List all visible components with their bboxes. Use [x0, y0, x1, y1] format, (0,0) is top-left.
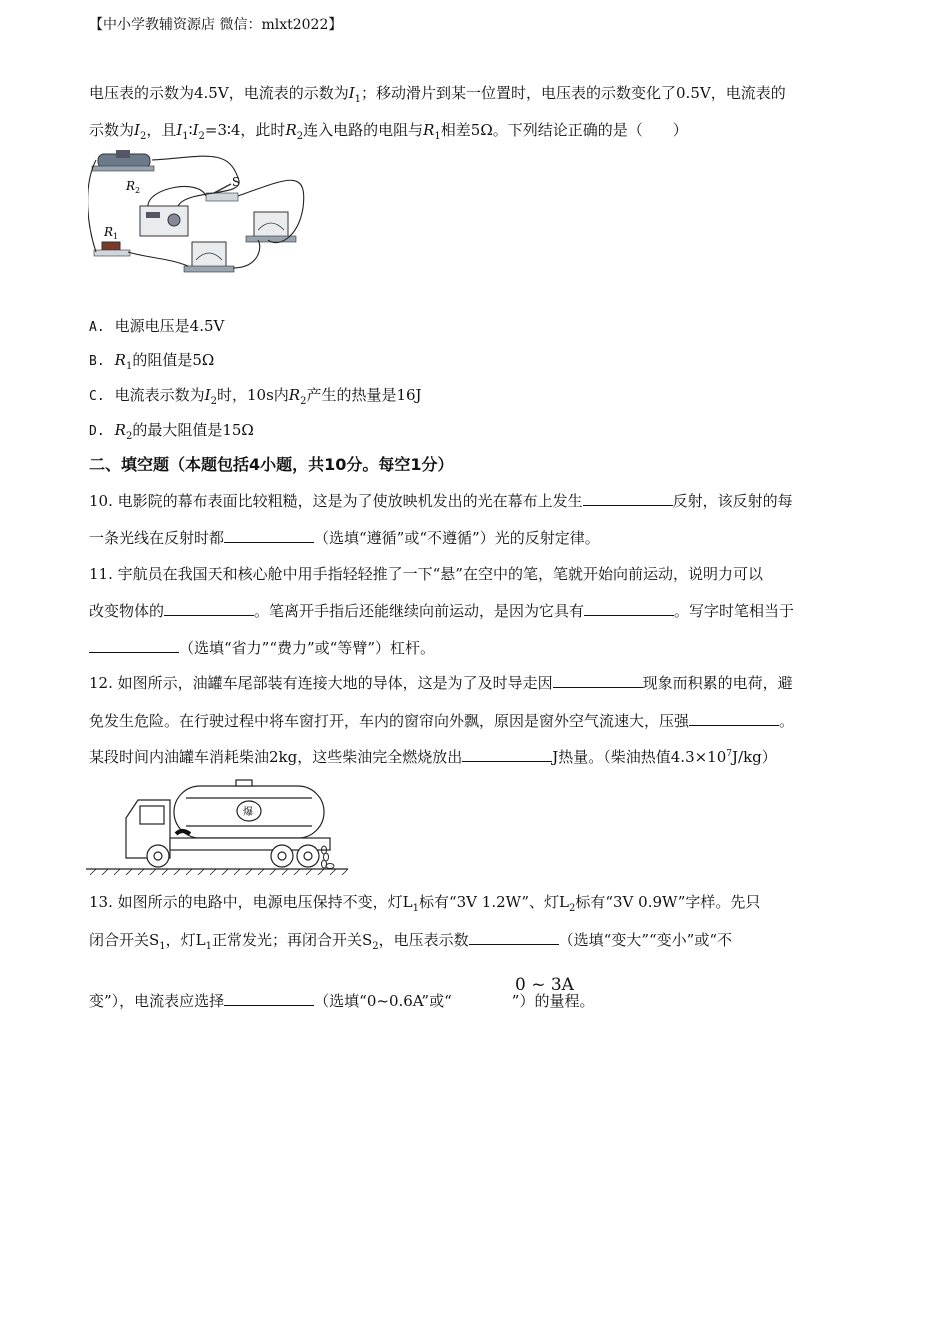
- q13-line-1: 13. 如图所示的电路中，电源电压保持不变，灯$L_1$标有“3V 1.2W”、灯$L_2$标有“3V 0.9W”字样。先只: [89, 893, 761, 914]
- tank-label: 爆: [243, 807, 253, 818]
- q13-blank-2[interactable]: [224, 991, 314, 1006]
- switch-s: [206, 193, 238, 201]
- q11-blank-2[interactable]: [584, 601, 674, 616]
- svg-text:2: 2: [135, 186, 141, 195]
- q10-line-2: 一条光线在反射时都 （选填“遵循”或“不遵循”）光的反射定律。: [89, 529, 600, 547]
- q13-line-2: 闭合开关$S_1$，灯$L_1$正常发光；再闭合开关$S_2$，电压表示数 （选填“变大”“变小”或“不: [89, 931, 733, 952]
- q13-line-3: 变”），电流表应选择 （选填“0~0.6A”或“ ”）的量程。: [89, 992, 595, 1010]
- label-r2: R: [126, 179, 136, 193]
- ammeter: [192, 242, 226, 268]
- q12-line-1: 12. 如图所示，油罐车尾部装有连接大地的导体，这是为了及时导走因 现象而积累的电荷，避: [89, 674, 793, 692]
- q9-option-b: B. $R_1$的阻值是5Ω: [89, 351, 215, 372]
- q11-line-3: （选填“省力”“费力”或“等臂”）杠杆。: [89, 637, 435, 658]
- q13-blank-1[interactable]: [469, 930, 559, 945]
- q12-blank-3[interactable]: [462, 747, 552, 762]
- q12-blank-2[interactable]: [689, 711, 779, 726]
- section-title: 二、填空题（本题包括4小题，共10分。每空1分）: [89, 455, 454, 474]
- label-r1: R: [104, 225, 114, 239]
- q12-blank-1[interactable]: [553, 673, 643, 688]
- q9-option-a: A. 电源电压是4.5V: [89, 317, 225, 335]
- q10-blank-1[interactable]: [583, 491, 673, 506]
- resistor-r1: [102, 242, 120, 250]
- svg-text:1: 1: [113, 232, 119, 241]
- q10-line-1: 10. 电影院的幕布表面比较粗糙，这是为了使放映机发出的光在幕布上发生 反射，该反射的每: [89, 492, 793, 510]
- circuit-figure: [88, 148, 318, 280]
- voltmeter: [254, 212, 288, 238]
- watermark-header: 【中小学教辅资源店 微信：mlxt2022】: [89, 17, 343, 33]
- q12-line-2: 免发生危险。在行驶过程中将车窗打开，车内的窗帘向外飘，原因是窗外空气流速大，压强 。: [89, 712, 795, 730]
- q11-blank-1[interactable]: [164, 601, 254, 616]
- power-supply: [140, 206, 188, 236]
- q11-line-2: 改变物体的 。笔离开手指后还能继续向前运动，是因为它具有 。写字时笔相当于: [89, 602, 795, 620]
- q10-blank-2[interactable]: [224, 528, 314, 543]
- tanker-truck-figure: [86, 778, 351, 876]
- label-s: S: [232, 175, 241, 189]
- q9-line-1: 电压表的示数为4.5V，电流表的示数为$I_1$；移动滑片到某一位置时，电压表的示数变化了0.5V，电流表的: [89, 84, 786, 105]
- q11-line-1: 11. 宇航员在我国天和核心舱中用手指轻轻推了一下“悬”在空中的笔，笔就开始向前运动，说明力可以: [89, 565, 763, 583]
- q9-option-c: C. 电流表示数为$I_2$时，10s内$R_2$产生的热量是16J: [89, 386, 422, 407]
- q9-option-d: D. $R_2$的最大阻值是15Ω: [89, 421, 254, 442]
- range-formula: 0 ~ 3A: [515, 975, 574, 995]
- q11-blank-3[interactable]: [89, 638, 179, 653]
- q12-line-3: 某段时间内油罐车消耗柴油2kg，这些柴油完全燃烧放出 J热量。（柴油热值$4.3\times 10^7J/kg$）: [89, 748, 777, 766]
- q9-line-2: 示数为$I_2$，且$I_1∶I_2=3∶4$，此时$R_2$连入电路的电阻与$R_1$相差5Ω。下列结论正确的是（ ）: [89, 121, 688, 142]
